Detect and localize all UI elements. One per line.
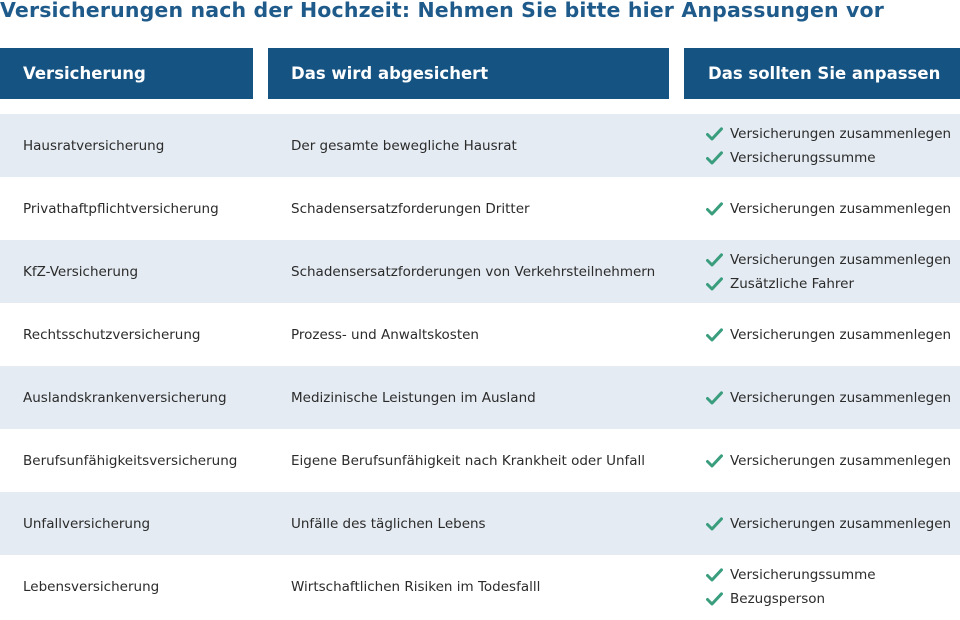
adjustment-label: Zusätzliche Fahrer — [730, 275, 855, 292]
checkmark-icon — [706, 568, 723, 582]
table-row — [0, 114, 960, 177]
adjustment-item — [706, 386, 951, 410]
checkmark-icon — [706, 151, 723, 165]
insurance-name: KfZ-Versicherung — [23, 263, 139, 280]
insurance-name: Privathaftpflichtversicherung — [23, 200, 219, 217]
checkmark-icon — [706, 391, 723, 405]
coverage-description: Wirtschaftlichen Risiken im Todesfalll — [291, 578, 541, 595]
adjustment-list — [706, 366, 951, 429]
coverage-description: Unfälle des täglichen Lebens — [291, 515, 486, 532]
coverage-description: Der gesamte bewegliche Hausrat — [291, 137, 517, 154]
coverage-description: Schadensersatzforderungen Dritter — [291, 200, 530, 217]
table-row — [0, 366, 960, 429]
table-row — [0, 492, 960, 555]
adjustment-list — [706, 492, 951, 555]
adjustment-list — [706, 114, 951, 177]
adjustment-label: Versicherungssumme — [730, 149, 876, 166]
checkmark-icon — [706, 277, 723, 291]
adjustment-label: Versicherungen zusammenlegen — [730, 125, 952, 142]
insurance-name: Rechtsschutzversicherung — [23, 326, 201, 343]
adjustment-item — [706, 197, 951, 221]
adjustment-item — [706, 449, 951, 473]
column-header-adjustments: Das sollten Sie anpassen — [684, 48, 960, 99]
adjustment-label: Bezugsperson — [730, 590, 826, 607]
checkmark-icon — [706, 454, 723, 468]
adjustment-label: Versicherungen zusammenlegen — [730, 452, 952, 469]
checkmark-icon — [706, 202, 723, 216]
adjustment-item — [706, 512, 951, 536]
adjustment-label: Versicherungen zusammenlegen — [730, 200, 952, 217]
adjustment-label: Versicherungen zusammenlegen — [730, 326, 952, 343]
column-header-insurance: Versicherung — [0, 48, 253, 99]
adjustment-item — [706, 323, 951, 347]
coverage-description: Medizinische Leistungen im Ausland — [291, 389, 536, 406]
table-row — [0, 177, 960, 240]
adjustment-item — [706, 587, 825, 611]
adjustment-item — [706, 248, 951, 272]
adjustment-item — [706, 563, 876, 587]
adjustment-list — [706, 429, 951, 492]
checkmark-icon — [706, 253, 723, 267]
adjustment-list — [706, 177, 951, 240]
table-row — [0, 429, 960, 492]
table-row — [0, 555, 960, 618]
adjustment-label: Versicherungen zusammenlegen — [730, 389, 952, 406]
insurance-name: Unfallversicherung — [23, 515, 151, 532]
checkmark-icon — [706, 328, 723, 342]
insurance-name: Hausratversicherung — [23, 137, 165, 154]
page-title: Versicherungen nach der Hochzeit: Nehmen Sie bitte hier Anpassungen vor — [0, 0, 885, 22]
adjustment-item — [706, 272, 854, 296]
adjustment-label: Versicherungen zusammenlegen — [730, 251, 952, 268]
adjustment-list — [706, 303, 951, 366]
checkmark-icon — [706, 517, 723, 531]
insurance-name: Lebensversicherung — [23, 578, 160, 595]
insurance-table-body — [0, 114, 960, 618]
insurance-name: Auslandskrankenversicherung — [23, 389, 227, 406]
coverage-description: Schadensersatzforderungen von Verkehrsteilnehmern — [291, 263, 656, 280]
adjustment-label: Versicherungen zusammenlegen — [730, 515, 952, 532]
adjustment-item — [706, 122, 951, 146]
column-header-coverage: Das wird abgesichert — [268, 48, 669, 99]
checkmark-icon — [706, 592, 723, 606]
table-row — [0, 240, 960, 303]
adjustment-label: Versicherungssumme — [730, 566, 876, 583]
adjustment-list — [706, 555, 876, 618]
adjustment-item — [706, 146, 876, 170]
adjustment-list — [706, 240, 951, 303]
insurance-name: Berufsunfähigkeitsversicherung — [23, 452, 238, 469]
coverage-description: Eigene Berufsunfähigkeit nach Krankheit oder Unfall — [291, 452, 646, 469]
table-row — [0, 303, 960, 366]
coverage-description: Prozess- und Anwaltskosten — [291, 326, 479, 343]
checkmark-icon — [706, 127, 723, 141]
